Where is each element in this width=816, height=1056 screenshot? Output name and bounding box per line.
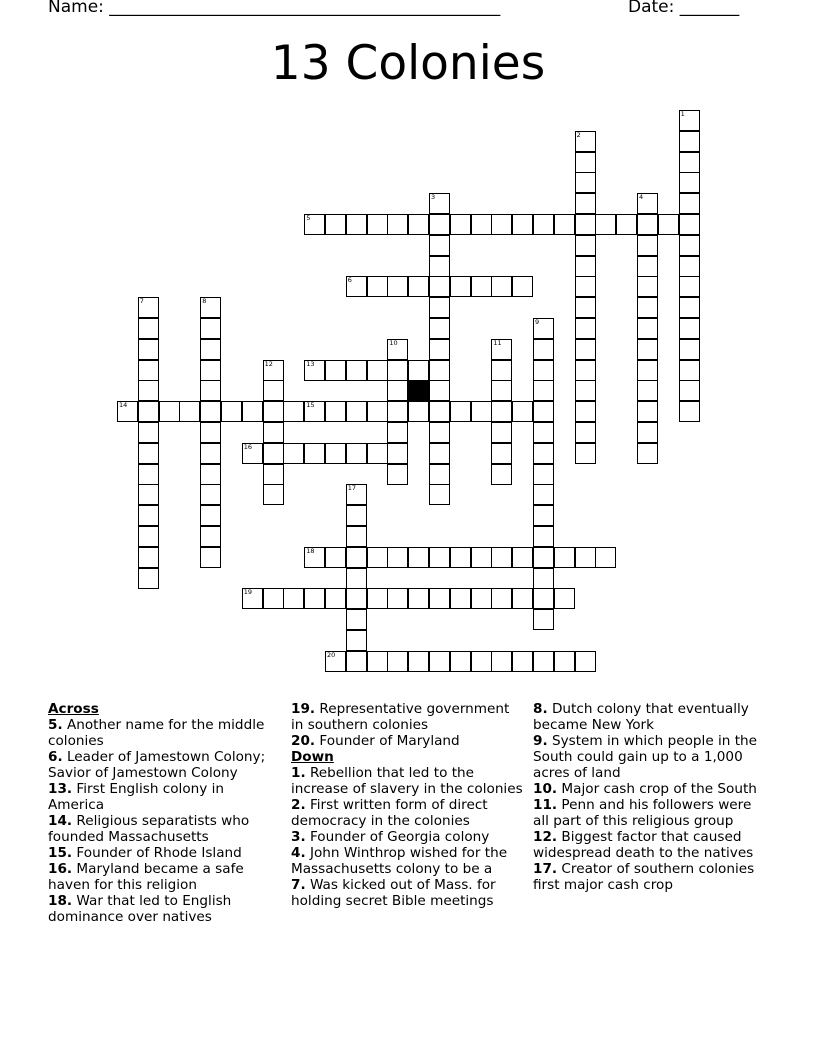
crossword-cell[interactable] [533,464,554,485]
crossword-cell[interactable] [200,464,221,485]
crossword-cell[interactable] [387,547,408,568]
crossword-cell[interactable] [491,422,512,443]
crossword-cell[interactable] [346,651,367,672]
crossword-cell[interactable] [138,318,159,339]
crossword-cell[interactable] [533,318,554,339]
crossword-cell[interactable] [512,401,533,422]
crossword-cell[interactable] [429,276,450,297]
crossword-cell[interactable] [533,484,554,505]
crossword-cell[interactable] [533,526,554,547]
crossword-cell[interactable] [429,464,450,485]
cell-number: 16 [243,442,253,451]
crossword-cell[interactable] [679,235,700,256]
crossword-cell[interactable] [387,339,408,360]
crossword-cell[interactable] [575,401,596,422]
clue-down-4: 4. John Winthrop wished for the Massachusetts colony to be a [291,845,508,877]
crossword-cell[interactable] [429,235,450,256]
clue-down-1: 1. Rebellion that led to the increase of slavery in the colonies [291,765,523,797]
cell-number: 1 [680,110,685,118]
clue-down-17: 17. Creator of southern colonies first major cash crop [533,861,755,893]
crossword-cell[interactable] [471,588,492,609]
crossword-cell[interactable] [138,547,159,568]
cell-number: 5 [306,214,311,222]
crossword-cell[interactable] [471,651,492,672]
cell-number: 2 [576,130,581,139]
crossword-cell[interactable] [325,214,346,235]
crossword-cell[interactable] [367,651,388,672]
crossword-cell[interactable] [575,193,596,214]
clue-down-8: 8. Dutch colony that eventually became New York [533,701,749,733]
crossword-cell[interactable] [637,318,658,339]
crossword-cell[interactable] [679,172,700,193]
crossword-cell[interactable] [138,422,159,443]
crossword-cell[interactable] [575,152,596,173]
crossword-cell[interactable] [138,568,159,589]
crossword-cell[interactable] [408,588,429,609]
crossword-cell[interactable] [637,401,658,422]
crossword-cell[interactable] [637,360,658,381]
crossword-cell[interactable] [367,276,388,297]
cell-number: 14 [119,401,128,410]
cell-number: 17 [347,484,357,493]
crossword-cell[interactable] [200,505,221,526]
clues-column-3 [533,701,771,893]
crossword-cell[interactable] [554,588,575,609]
cell-number: 4 [639,193,644,202]
crossword-cell[interactable] [450,547,471,568]
crossword-cell[interactable] [429,256,450,277]
crossword-cell[interactable] [575,380,596,401]
crossword-cell[interactable] [679,297,700,318]
crossword-cell[interactable] [138,526,159,547]
cell-number: 18 [306,546,315,555]
crossword-cell[interactable] [429,360,450,381]
crossword-cell[interactable] [346,276,367,297]
clue-across-13: 13. First English colony in America [48,781,225,813]
name-field[interactable]: Name: ______________________________________________ [48,0,501,17]
crossword-cell[interactable] [367,588,388,609]
crossword-cell[interactable] [491,547,512,568]
clues-column-2 [291,701,523,909]
cell-number: 7 [139,297,144,306]
crossword-cell[interactable] [637,235,658,256]
crossword-cell[interactable] [429,422,450,443]
crossword-cell[interactable] [304,547,325,568]
crossword-cell[interactable] [387,360,408,381]
crossword-cell[interactable] [637,256,658,277]
crossword-cell[interactable] [138,401,159,422]
crossword-cell[interactable] [429,214,450,235]
crossword-cell[interactable] [637,380,658,401]
crossword-cell[interactable] [637,422,658,443]
crossword-cell[interactable] [471,214,492,235]
crossword-cell[interactable] [138,360,159,381]
clue-across-15: 15. Founder of Rhode Island [48,845,242,861]
crossword-cell[interactable] [346,214,367,235]
crossword-cell[interactable] [450,276,471,297]
crossword-cell[interactable] [242,443,263,464]
crossword-cell[interactable] [367,443,388,464]
crossword-cell[interactable] [138,297,159,318]
crossword-cell[interactable] [491,339,512,360]
crossword-cell[interactable] [679,380,700,401]
crossword-cell[interactable] [159,401,180,422]
crossword-cell[interactable] [575,131,596,152]
page-title: 13 Colonies [270,36,546,91]
crossword-cell[interactable] [346,568,367,589]
cell-number: 19 [243,588,253,597]
cell-number: 15 [306,401,315,410]
crossword-cell[interactable] [679,110,700,131]
clue-across-14: 14. Religious separatists who founded Massachusetts [48,813,250,845]
crossword-cell[interactable] [533,568,554,589]
crossword-cell[interactable] [533,380,554,401]
crossword-cell[interactable] [637,276,658,297]
crossword-cell[interactable] [491,588,512,609]
crossword-cell[interactable] [408,651,429,672]
crossword-cell[interactable] [325,401,346,422]
crossword-cell[interactable] [533,547,554,568]
clue-across-6: 6. Leader of Jamestown Colony; Savior of Jamestown Colony [48,749,266,781]
crossword-cell[interactable] [637,297,658,318]
crossword-cell[interactable] [367,360,388,381]
crossword-cell[interactable] [637,443,658,464]
crossword-cell[interactable] [367,401,388,422]
crossword-cell[interactable] [200,318,221,339]
crossword-cell[interactable] [658,214,679,235]
crossword-cell[interactable] [138,505,159,526]
crossword-cell[interactable] [263,588,284,609]
crossword-cell[interactable] [346,484,367,505]
crossword-cell[interactable] [242,401,263,422]
crossword-cell[interactable] [263,484,284,505]
crossword-cell[interactable] [575,276,596,297]
crossword-cell[interactable] [533,360,554,381]
date-field[interactable]: Date: _______ [628,0,740,17]
crossword-cell[interactable] [200,547,221,568]
crossword-cell[interactable] [575,339,596,360]
cell-number: 6 [347,276,352,285]
crossword-cell[interactable] [533,422,554,443]
crossword-cell[interactable] [471,547,492,568]
crossword-cell[interactable] [200,401,221,422]
crossword-cell[interactable] [429,339,450,360]
crossword-cell[interactable] [408,276,429,297]
crossword-cell[interactable] [263,401,284,422]
crossword-cell[interactable] [429,401,450,422]
crossword-cell[interactable] [387,214,408,235]
clue-across-20: 20. Founder of Maryland [291,733,460,749]
crossword-cell[interactable] [387,464,408,485]
crossword-cell[interactable] [263,443,284,464]
crossword-cell[interactable] [575,443,596,464]
crossword-cell[interactable] [346,630,367,651]
crossword-cell[interactable] [679,193,700,214]
crossword-cell[interactable] [325,651,346,672]
crossword-cell[interactable] [512,588,533,609]
crossword-cell[interactable] [595,214,616,235]
crossword-cell[interactable] [450,214,471,235]
crossword-cell[interactable] [304,401,325,422]
crossword-cell[interactable] [533,588,554,609]
crossword-cell[interactable] [533,443,554,464]
crossword-cell[interactable] [575,235,596,256]
crossword-cell[interactable] [304,360,325,381]
crossword-cell[interactable] [491,276,512,297]
crossword-cell[interactable] [387,443,408,464]
crossword-cell[interactable] [491,360,512,381]
crossword-cell[interactable] [679,401,700,422]
crossword-cell[interactable] [450,651,471,672]
crossword-cell[interactable] [408,360,429,381]
cell-number: 9 [535,318,540,326]
crossword-cell[interactable] [387,401,408,422]
crossword-cell[interactable] [304,588,325,609]
crossword-cell[interactable] [408,214,429,235]
crossword-cell[interactable] [346,505,367,526]
crossword-cell[interactable] [346,547,367,568]
crossword-cell[interactable] [575,172,596,193]
crossword-cell[interactable] [346,360,367,381]
crossword-cell[interactable] [346,443,367,464]
clue-down-2: 2. First written form of direct democracy in the colonies [291,797,488,829]
crossword-cell[interactable] [595,547,616,568]
crossword-cell[interactable] [200,380,221,401]
crossword-cell[interactable] [304,443,325,464]
crossword-cell[interactable] [408,547,429,568]
crossword-cell[interactable] [679,276,700,297]
crossword-cell[interactable] [554,214,575,235]
crossword-cell[interactable] [637,214,658,235]
crossword-cell[interactable] [679,360,700,381]
crossword-cell[interactable] [283,443,304,464]
crossword-cell[interactable] [138,443,159,464]
crossword-cell[interactable] [346,609,367,630]
clue-across-16: 16. Maryland became a safe haven for this religion [48,861,244,893]
black-square [408,380,429,401]
crossword-cell[interactable] [200,339,221,360]
crossword-cell[interactable] [512,651,533,672]
crossword-cell[interactable] [367,214,388,235]
crossword-cell[interactable] [679,318,700,339]
clue-down-11: 11. Penn and his followers were all part of this religious group [533,797,752,829]
crossword-cell[interactable] [512,276,533,297]
crossword-cell[interactable] [304,214,325,235]
cell-number: 3 [431,193,436,202]
crossword-cell[interactable] [200,484,221,505]
crossword-cell[interactable] [429,443,450,464]
crossword-cell[interactable] [325,547,346,568]
crossword-cell[interactable] [387,651,408,672]
crossword-cell[interactable] [575,651,596,672]
clue-across-19: 19. Representative government in southern colonies [291,701,510,733]
crossword-cell[interactable] [679,152,700,173]
crossword-cell[interactable] [679,256,700,277]
crossword-cell[interactable] [200,422,221,443]
crossword-cell[interactable] [533,651,554,672]
cell-number: 13 [306,359,315,368]
crossword-cell[interactable] [450,401,471,422]
crossword-cell[interactable] [429,484,450,505]
crossword-cell[interactable] [575,360,596,381]
crossword-cell[interactable] [325,443,346,464]
crossword-cell[interactable] [575,422,596,443]
crossword-cell[interactable] [117,401,138,422]
crossword-cell[interactable] [616,214,637,235]
clues-column-1 [48,701,278,925]
crossword-cell[interactable] [491,380,512,401]
crossword-cell[interactable] [138,339,159,360]
crossword-cell[interactable] [575,547,596,568]
crossword-cell[interactable] [429,297,450,318]
crossword-cell[interactable] [491,214,512,235]
crossword-cell[interactable] [200,443,221,464]
crossword-cell[interactable] [533,401,554,422]
cell-number: 8 [202,297,207,306]
crossword-cell[interactable] [491,443,512,464]
crossword-cell[interactable] [429,588,450,609]
crossword-cell[interactable] [679,214,700,235]
crossword-cell[interactable] [263,422,284,443]
crossword-cell[interactable] [575,297,596,318]
cell-number: 20 [327,650,336,659]
crossword-cell[interactable] [491,651,512,672]
crossword-cell[interactable] [491,464,512,485]
crossword-cell[interactable] [512,214,533,235]
crossword-cell[interactable] [471,276,492,297]
crossword-cell[interactable] [325,360,346,381]
crossword-cell[interactable] [200,526,221,547]
crossword-cell[interactable] [575,318,596,339]
crossword-cell[interactable] [387,276,408,297]
clue-across-5: 5. Another name for the middle colonies [48,717,265,749]
crossword-cell[interactable] [679,339,700,360]
crossword-cell[interactable] [429,318,450,339]
crossword-cell[interactable] [138,380,159,401]
crossword-cell[interactable] [346,588,367,609]
crossword-cell[interactable] [429,547,450,568]
crossword-cell[interactable] [408,401,429,422]
crossword-cell[interactable] [200,297,221,318]
crossword-cell[interactable] [637,339,658,360]
crossword-cell[interactable] [450,588,471,609]
crossword-cell[interactable] [221,401,242,422]
clue-down-3: 3. Founder of Georgia colony [291,829,490,845]
crossword-cell[interactable] [575,214,596,235]
cell-number: 11 [493,338,502,347]
crossword-cell[interactable] [263,380,284,401]
clue-down-10: 10. Major cash crop of the South [533,781,757,797]
crossword-cell[interactable] [387,422,408,443]
crossword-cell[interactable] [367,547,388,568]
crossword-cell[interactable] [387,588,408,609]
crossword-cell[interactable] [429,193,450,214]
crossword-cell[interactable] [533,214,554,235]
crossword-cell[interactable] [179,401,200,422]
crossword-cell[interactable] [533,339,554,360]
across-heading: Across [48,701,99,717]
crossword-cell[interactable] [512,547,533,568]
crossword-cell[interactable] [387,380,408,401]
crossword-cell[interactable] [283,588,304,609]
crossword-cell[interactable] [138,464,159,485]
cell-number: 10 [389,338,398,347]
crossword-cell[interactable] [200,360,221,381]
crossword-cell[interactable] [471,401,492,422]
down-heading: Down [291,749,334,765]
clue-down-12: 12. Biggest factor that caused widespread death to the natives [533,829,754,861]
crossword-cell[interactable] [554,547,575,568]
crossword-cell[interactable] [554,651,575,672]
clue-down-7: 7. Was kicked out of Mass. for holding secret Bible meetings [291,877,496,909]
crossword-cell[interactable] [263,360,284,381]
crossword-cell[interactable] [679,131,700,152]
cell-number: 12 [264,359,273,368]
crossword-cell[interactable] [491,401,512,422]
crossword-cell[interactable] [637,193,658,214]
crossword-cell[interactable] [533,609,554,630]
crossword-cell[interactable] [325,588,346,609]
crossword-cell[interactable] [346,526,367,547]
clue-across-18: 18. War that led to English dominance over natives [48,893,232,925]
crossword-cell[interactable] [283,401,304,422]
crossword-cell[interactable] [533,505,554,526]
clue-down-9: 9. System in which people in the South could gain up to a 1,000 acres of land [533,733,758,781]
crossword-cell[interactable] [138,484,159,505]
crossword-cell[interactable] [575,256,596,277]
crossword-cell[interactable] [263,464,284,485]
crossword-cell[interactable] [429,380,450,401]
crossword-cell[interactable] [429,651,450,672]
crossword-cell[interactable] [346,401,367,422]
crossword-cell[interactable] [242,588,263,609]
